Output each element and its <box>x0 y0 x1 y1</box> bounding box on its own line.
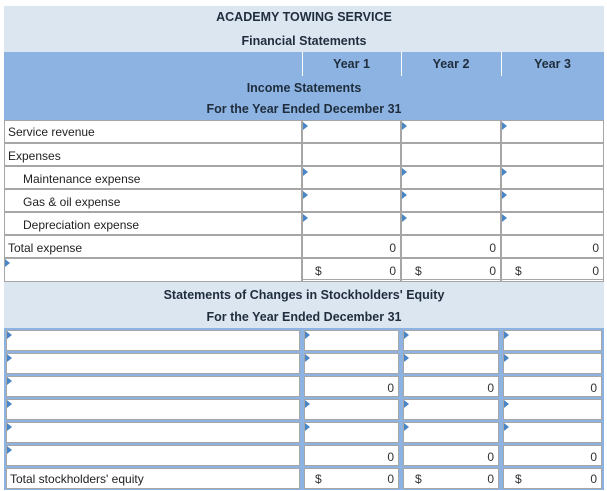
equity-row-2-year-3-input[interactable] <box>503 353 602 374</box>
equity-row-6-year-2-value: 0 <box>487 450 494 464</box>
expenses-label: Expenses <box>8 149 61 163</box>
total-expense-year-3-value: 0 <box>592 241 599 255</box>
equity-row-5-label-input[interactable] <box>6 422 300 443</box>
depreciation-year-3-input[interactable] <box>501 212 604 235</box>
input-marker-icon <box>404 423 409 431</box>
input-marker-icon <box>504 423 509 431</box>
input-marker-icon <box>404 400 409 408</box>
input-marker-icon <box>7 446 12 454</box>
maintenance-year-3-input[interactable] <box>501 166 604 189</box>
maintenance-year-1-input[interactable] <box>302 166 401 189</box>
input-marker-icon <box>7 400 12 408</box>
input-marker-icon <box>5 259 10 267</box>
input-marker-icon <box>305 423 310 431</box>
gas-oil-year-1-input[interactable] <box>302 189 401 212</box>
equity-row-5-year-1-input[interactable] <box>304 422 399 443</box>
input-marker-icon <box>7 354 12 362</box>
depreciation-expense-label: Depreciation expense <box>23 218 140 232</box>
input-marker-icon <box>305 400 310 408</box>
total-expense-year-2-value: 0 <box>489 241 496 255</box>
expenses-year-1-cell <box>302 143 401 166</box>
input-marker-icon <box>7 377 12 385</box>
maintenance-year-2-input[interactable] <box>401 166 501 189</box>
input-marker-icon <box>305 354 310 362</box>
input-marker-icon <box>402 122 407 130</box>
equity-row-4-year-2-input[interactable] <box>403 399 499 420</box>
equity-period: For the Year Ended December 31 <box>206 310 402 324</box>
equity-row-2-label-input[interactable] <box>6 353 300 374</box>
expenses-year-2-cell <box>401 143 501 166</box>
equity-row-6-year-3-value: 0 <box>590 450 597 464</box>
input-marker-icon <box>402 214 407 222</box>
net-year-2-value: 0 <box>489 264 496 278</box>
equity-row-6-label-input[interactable] <box>6 445 300 466</box>
service-revenue-label: Service revenue <box>8 125 95 139</box>
gas-oil-expense-label: Gas & oil expense <box>23 195 121 209</box>
net-year-3-value: 0 <box>592 264 599 278</box>
currency-symbol: $ <box>515 264 522 278</box>
input-marker-icon <box>303 122 308 130</box>
input-marker-icon <box>502 168 507 176</box>
equity-row-5-year-3-input[interactable] <box>503 422 602 443</box>
currency-symbol: $ <box>315 264 322 278</box>
currency-symbol: $ <box>315 472 322 486</box>
year-1-header: Year 1 <box>333 57 370 71</box>
financial-statements-worksheet <box>4 6 604 490</box>
equity-row-1-year-2-input[interactable] <box>403 330 499 351</box>
year-2-header: Year 2 <box>432 57 470 71</box>
service-revenue-year-2-input[interactable] <box>401 120 501 143</box>
total-expense-label: Total expense <box>8 241 83 255</box>
net-income-label-input[interactable] <box>4 258 302 282</box>
input-marker-icon <box>504 331 509 339</box>
currency-symbol: $ <box>515 472 522 486</box>
currency-symbol: $ <box>415 264 422 278</box>
input-marker-icon <box>504 400 509 408</box>
input-marker-icon <box>402 191 407 199</box>
input-marker-icon <box>303 168 308 176</box>
input-marker-icon <box>404 354 409 362</box>
input-marker-icon <box>502 191 507 199</box>
equity-row-1-year-3-input[interactable] <box>503 330 602 351</box>
gas-oil-year-2-input[interactable] <box>401 189 501 212</box>
total-expense-year-1-value: 0 <box>389 241 396 255</box>
total-stockholders-equity-label: Total stockholders' equity <box>10 472 144 486</box>
depreciation-year-1-input[interactable] <box>302 212 401 235</box>
income-period: For the Year Ended December 31 <box>206 102 402 116</box>
equity-row-3-year-3-value: 0 <box>590 381 597 395</box>
income-statement-title: Income Statements <box>246 81 362 95</box>
input-marker-icon <box>305 331 310 339</box>
input-marker-icon <box>7 331 12 339</box>
input-marker-icon <box>402 168 407 176</box>
gas-oil-year-3-input[interactable] <box>501 189 604 212</box>
equity-statement-title: Statements of Changes in Stockholders' Equity <box>163 288 445 302</box>
equity-row-2-year-2-input[interactable] <box>403 353 499 374</box>
maintenance-expense-label: Maintenance expense <box>23 172 141 186</box>
net-year-1-value: 0 <box>389 264 396 278</box>
equity-row-4-label-input[interactable] <box>6 399 300 420</box>
input-marker-icon <box>303 191 308 199</box>
currency-symbol: $ <box>415 472 422 486</box>
service-revenue-year-1-input[interactable] <box>302 120 401 143</box>
equity-row-3-year-2-value: 0 <box>487 381 494 395</box>
equity-row-1-label-input[interactable] <box>6 330 300 351</box>
input-marker-icon <box>303 214 308 222</box>
equity-row-5-year-2-input[interactable] <box>403 422 499 443</box>
equity-row-4-year-3-input[interactable] <box>503 399 602 420</box>
service-revenue-year-3-input[interactable] <box>501 120 604 143</box>
equity-row-6-year-1-value: 0 <box>387 450 394 464</box>
equity-row-2-year-1-input[interactable] <box>304 353 399 374</box>
input-marker-icon <box>7 423 12 431</box>
input-marker-icon <box>502 122 507 130</box>
total-equity-year-1-value: 0 <box>387 472 394 486</box>
expenses-year-3-cell <box>501 143 604 166</box>
equity-row-3-label-input[interactable] <box>6 376 300 397</box>
total-equity-year-3-value: 0 <box>590 472 597 486</box>
total-equity-year-2-value: 0 <box>487 472 494 486</box>
depreciation-year-2-input[interactable] <box>401 212 501 235</box>
input-marker-icon <box>504 354 509 362</box>
input-marker-icon <box>404 331 409 339</box>
statements-subtitle: Financial Statements <box>241 34 367 48</box>
equity-row-3-year-1-value: 0 <box>387 381 394 395</box>
equity-row-4-year-1-input[interactable] <box>304 399 399 420</box>
equity-row-1-year-1-input[interactable] <box>304 330 399 351</box>
year-3-header: Year 3 <box>534 57 571 71</box>
input-marker-icon <box>502 214 507 222</box>
company-name: ACADEMY TOWING SERVICE <box>216 10 392 24</box>
